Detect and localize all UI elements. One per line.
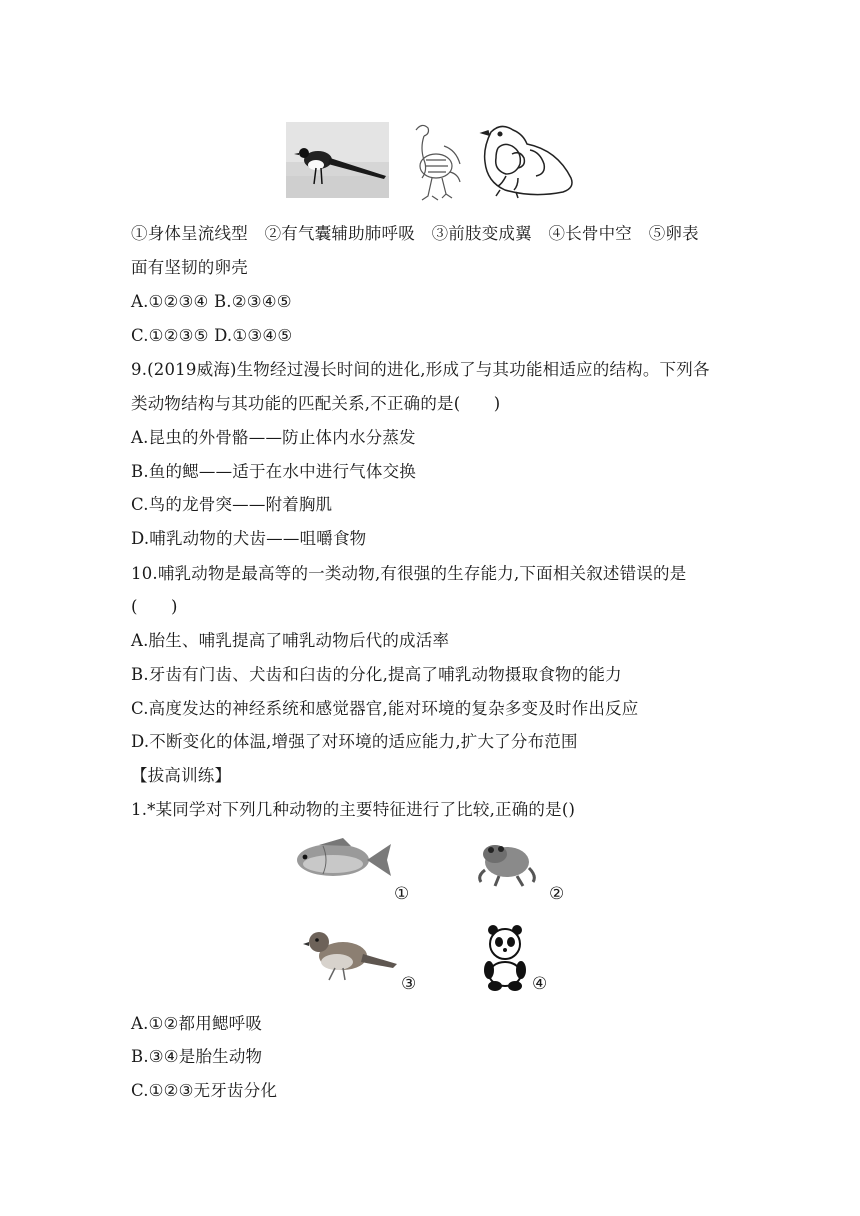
q10-stem-line1: 10.哺乳动物是最高等的一类动物,有很强的生存能力,下面相关叙述错误的是 [131, 564, 687, 583]
panda-image [484, 925, 526, 991]
animal-label-3: ③ [401, 974, 417, 994]
q8-options-line2: 面有坚韧的卵壳 [131, 258, 248, 277]
q10-option-d: D.不断变化的体温,增强了对环境的适应能力,扩大了分布范围 [131, 732, 578, 751]
q9-option-a: A.昆虫的外骨骼——防止体内水分蒸发 [131, 428, 416, 447]
q9-option-d: D.哺乳动物的犬齿——咀嚼食物 [131, 529, 367, 548]
frog-image [480, 845, 535, 886]
q8-options-line1: ①身体呈流线型 ②有气囊辅助肺呼吸 ③前肢变成翼 ④长骨中空 ⑤卵表 [131, 224, 699, 243]
q9-option-b: B.鱼的鳃——适于在水中进行气体交换 [131, 462, 416, 481]
q10-stem-line2: ( ) [131, 597, 178, 616]
animal-figures [285, 832, 570, 1002]
q10-option-c: C.高度发达的神经系统和感觉器官,能对环境的复杂多变及时作出反应 [131, 699, 639, 718]
q9-stem-line1: 9.(2019威海)生物经过漫长时间的进化,形成了与其功能相适应的结构。下列各 [131, 360, 710, 379]
bird-skeleton-drawing [416, 125, 460, 200]
q10-option-b: B.牙齿有门齿、犬齿和臼齿的分化,提高了哺乳动物摄取食物的能力 [131, 665, 622, 684]
section-title: 【拔高训练】 [131, 766, 232, 785]
p1-stem: 1.*某同学对下列几种动物的主要特征进行了比较,正确的是() [131, 800, 576, 819]
q9-stem-line2: 类动物结构与其功能的匹配关系,不正确的是( ) [131, 394, 501, 413]
p1-option-c: C.①②③无牙齿分化 [131, 1081, 278, 1100]
q8-choice-ab: A.①②③④ B.②③④⑤ [131, 292, 292, 311]
bird-figures [286, 116, 576, 206]
p1-option-b: B.③④是胎生动物 [131, 1047, 263, 1066]
q10-option-a: A.胎生、哺乳提高了哺乳动物后代的成活率 [131, 631, 450, 650]
q9-option-c: C.鸟的龙骨突——附着胸肌 [131, 495, 333, 514]
q8-choice-cd: C.①②③⑤ D.①③④⑤ [131, 326, 293, 345]
bird-internal-diagram [482, 126, 572, 198]
sparrow-image [303, 932, 397, 980]
animal-label-1: ① [394, 884, 410, 904]
animal-label-4: ④ [532, 974, 548, 994]
animal-label-2: ② [549, 884, 565, 904]
fish-image [297, 838, 391, 876]
magpie-photo [286, 122, 389, 198]
p1-option-a: A.①②都用鳃呼吸 [131, 1014, 263, 1033]
